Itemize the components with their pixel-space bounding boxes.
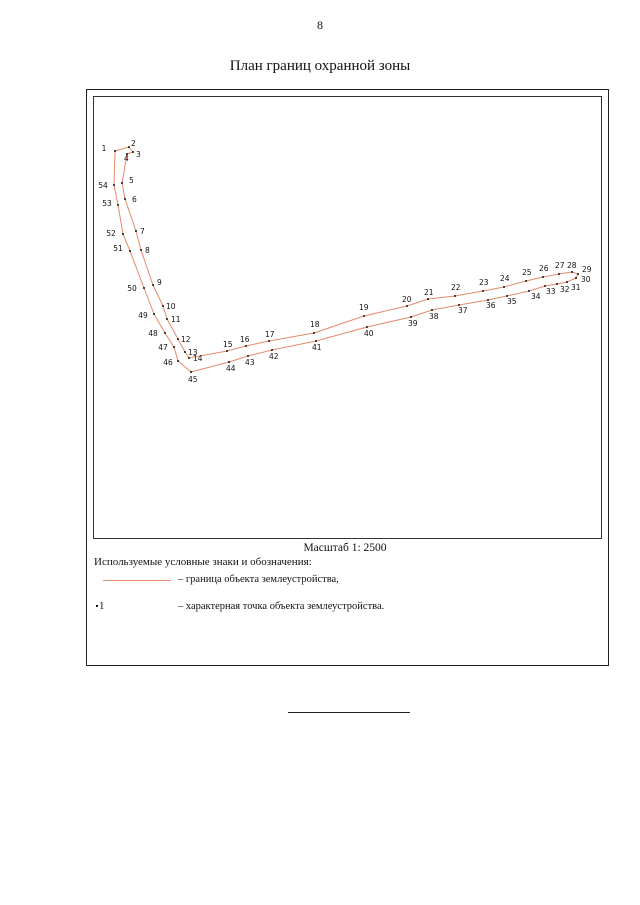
point-label-12: 12 — [181, 335, 191, 344]
point-label-6: 6 — [132, 195, 137, 204]
plan-title: План границ охранной зоны — [229, 58, 411, 74]
characteristic-point-50 — [143, 287, 145, 289]
characteristic-point-17 — [268, 340, 270, 342]
point-label-18: 18 — [310, 320, 320, 329]
characteristic-point-16 — [245, 345, 247, 347]
point-label-53: 53 — [102, 199, 112, 208]
characteristic-point-8 — [140, 249, 142, 251]
characteristic-point-24 — [503, 286, 505, 288]
point-label-16: 16 — [240, 335, 250, 344]
characteristic-point-27 — [558, 273, 560, 275]
point-label-49: 49 — [138, 311, 148, 320]
characteristic-point-42 — [271, 349, 273, 351]
point-label-47: 47 — [158, 343, 168, 352]
characteristic-point-11 — [166, 318, 168, 320]
point-label-20: 20 — [402, 295, 412, 304]
point-label-37: 37 — [458, 306, 468, 315]
characteristic-point-19 — [363, 315, 365, 317]
point-label-51: 51 — [113, 244, 123, 253]
point-label-2: 2 — [131, 139, 136, 148]
point-label-33: 33 — [546, 287, 556, 296]
characteristic-point-7 — [135, 230, 137, 232]
point-label-5: 5 — [129, 176, 134, 185]
characteristic-point-1 — [114, 150, 116, 152]
point-label-48: 48 — [148, 329, 158, 338]
point-label-42: 42 — [269, 352, 279, 361]
characteristic-point-40 — [366, 326, 368, 328]
characteristic-point-25 — [525, 280, 527, 282]
point-label-46: 46 — [163, 358, 173, 367]
characteristic-point-10 — [162, 305, 164, 307]
characteristic-point-26 — [542, 276, 544, 278]
characteristic-point-18 — [313, 332, 315, 334]
characteristic-point-31 — [566, 281, 568, 283]
characteristic-point-34 — [528, 290, 530, 292]
legend-boundary-line — [103, 580, 171, 581]
point-label-39: 39 — [408, 319, 418, 328]
point-label-27: 27 — [555, 261, 565, 270]
point-label-25: 25 — [522, 268, 532, 277]
point-label-40: 40 — [364, 329, 374, 338]
characteristic-point-54 — [113, 184, 115, 186]
characteristic-point-12 — [177, 338, 179, 340]
point-label-50: 50 — [127, 284, 137, 293]
point-label-29: 29 — [582, 265, 592, 274]
characteristic-point-38 — [431, 309, 433, 311]
point-label-4: 4 — [124, 154, 129, 163]
point-dot-icon — [96, 605, 98, 607]
point-label-36: 36 — [486, 301, 496, 310]
point-label-23: 23 — [479, 278, 489, 287]
point-label-8: 8 — [145, 246, 150, 255]
characteristic-point-28 — [571, 271, 573, 273]
point-label-30: 30 — [581, 275, 591, 284]
scale-label: Масштаб 1: 2500 — [303, 542, 387, 554]
point-label-3: 3 — [136, 150, 141, 159]
point-label-41: 41 — [312, 343, 322, 352]
characteristic-point-47 — [173, 346, 175, 348]
point-label-28: 28 — [567, 261, 577, 270]
point-label-32: 32 — [560, 285, 570, 294]
point-label-7: 7 — [140, 227, 145, 236]
point-label-13: 13 — [188, 348, 198, 357]
legend-point-sample: 1 — [99, 600, 105, 612]
point-label-52: 52 — [106, 229, 116, 238]
point-label-21: 21 — [424, 288, 434, 297]
characteristic-point-14 — [188, 357, 190, 359]
legend-boundary-label: – граница объекта землеустройства, — [178, 574, 339, 585]
point-label-10: 10 — [166, 302, 176, 311]
characteristic-point-51 — [129, 250, 131, 252]
characteristic-point-6 — [124, 198, 126, 200]
characteristic-point-29 — [577, 273, 579, 275]
characteristic-point-48 — [164, 332, 166, 334]
point-label-24: 24 — [500, 274, 510, 283]
characteristic-point-52 — [122, 233, 124, 235]
point-label-44: 44 — [226, 364, 236, 373]
point-label-34: 34 — [531, 292, 541, 301]
characteristic-point-15 — [226, 350, 228, 352]
characteristic-point-9 — [152, 284, 154, 286]
characteristic-point-30 — [575, 277, 577, 279]
characteristic-point-43 — [247, 355, 249, 357]
point-label-54: 54 — [98, 181, 108, 190]
characteristic-point-49 — [153, 313, 155, 315]
characteristic-point-22 — [454, 295, 456, 297]
characteristic-point-3 — [132, 151, 134, 153]
point-label-22: 22 — [451, 283, 461, 292]
characteristic-point-39 — [410, 316, 412, 318]
point-label-1: 1 — [101, 144, 107, 153]
characteristic-point-32 — [556, 283, 558, 285]
point-label-14: 14 — [193, 354, 203, 363]
point-label-43: 43 — [245, 358, 255, 367]
signature-line — [288, 712, 410, 713]
point-label-31: 31 — [571, 283, 581, 292]
point-label-45: 45 — [188, 375, 198, 384]
labels-layer — [98, 139, 592, 384]
characteristic-point-5 — [121, 182, 123, 184]
point-label-17: 17 — [265, 330, 275, 339]
legend-point-label: – характерная точка объекта землеустройства. — [178, 601, 385, 612]
characteristic-point-21 — [427, 298, 429, 300]
characteristic-point-46 — [177, 360, 179, 362]
page-number: 8 — [317, 18, 323, 32]
characteristic-point-20 — [406, 305, 408, 307]
characteristic-point-41 — [315, 340, 317, 342]
point-label-35: 35 — [507, 297, 517, 306]
point-label-11: 11 — [171, 315, 181, 324]
legend-point-symbol — [96, 600, 105, 612]
characteristic-point-23 — [482, 290, 484, 292]
boundary-map — [93, 96, 602, 539]
characteristic-point-53 — [117, 204, 119, 206]
point-label-19: 19 — [359, 303, 369, 312]
point-label-15: 15 — [223, 340, 233, 349]
characteristic-point-13 — [184, 351, 186, 353]
characteristic-point-44 — [228, 361, 230, 363]
point-label-9: 9 — [157, 278, 162, 287]
legend-title: Используемые условные знаки и обозначения: — [94, 556, 312, 568]
point-label-38: 38 — [429, 312, 439, 321]
point-label-26: 26 — [539, 264, 549, 273]
characteristic-point-2 — [128, 146, 130, 148]
characteristic-point-45 — [190, 371, 192, 373]
